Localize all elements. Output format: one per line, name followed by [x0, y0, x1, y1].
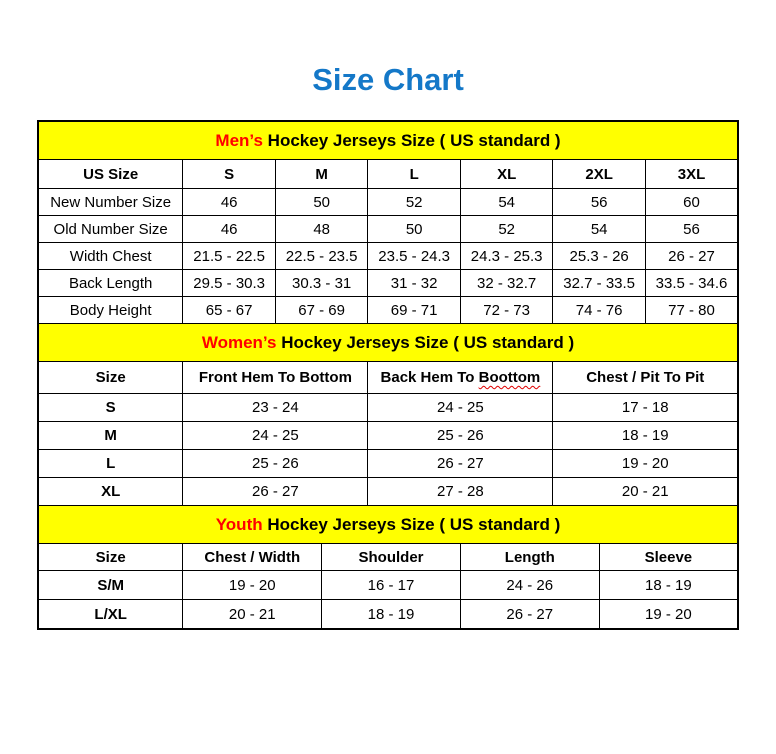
mens-cell: 56 — [553, 189, 646, 216]
mens-cell: 23.5 - 24.3 — [368, 243, 461, 270]
youth-row-lxl — [38, 600, 738, 630]
womens-row-xl — [38, 478, 738, 506]
youth-cell: 19 - 20 — [183, 571, 322, 600]
mens-row-label: Width Chest — [38, 243, 183, 270]
mens-cell: 32 - 32.7 — [460, 270, 553, 297]
mens-cell: 21.5 - 22.5 — [183, 243, 276, 270]
mens-cell: 52 — [460, 216, 553, 243]
mens-cell: 32.7 - 33.5 — [553, 270, 646, 297]
youth-col-header-chest-width: Chest / Width — [183, 544, 322, 571]
womens-section-header — [38, 324, 738, 362]
mens-cell: 52 — [368, 189, 461, 216]
mens-row-label: Old Number Size — [38, 216, 183, 243]
mens-cell: 22.5 - 23.5 — [275, 243, 368, 270]
youth-section-header — [38, 506, 738, 544]
mens-cell: 69 - 71 — [368, 297, 461, 324]
mens-col-header-xl: XL — [460, 160, 553, 189]
youth-col-header-size: Size — [38, 544, 183, 571]
mens-col-header-l: L — [368, 160, 461, 189]
mens-cell: 74 - 76 — [553, 297, 646, 324]
womens-col-header-front-hem: Front Hem To Bottom — [183, 362, 368, 394]
youth-col-header-length: Length — [460, 544, 599, 571]
mens-row-back-length — [38, 270, 738, 297]
womens-cell: 25 - 26 — [368, 422, 553, 450]
mens-cell: 54 — [460, 189, 553, 216]
womens-col-header-size: Size — [38, 362, 183, 394]
mens-col-header-s: S — [183, 160, 276, 189]
mens-col-header-3xl: 3XL — [645, 160, 738, 189]
mens-cell: 65 - 67 — [183, 297, 276, 324]
womens-back-hem-misspelled-word: Boottom — [478, 369, 541, 386]
youth-cell: 18 - 19 — [599, 571, 738, 600]
mens-section-title-rest: Hockey Jerseys Size ( US standard ) — [262, 130, 561, 150]
womens-row-l — [38, 450, 738, 478]
womens-row-label: S — [38, 394, 183, 422]
mens-cell: 25.3 - 26 — [553, 243, 646, 270]
womens-row-label: L — [38, 450, 183, 478]
mens-cell: 24.3 - 25.3 — [460, 243, 553, 270]
youth-row-label: L/XL — [38, 600, 183, 630]
mens-cell: 54 — [553, 216, 646, 243]
womens-section-title-rest: Hockey Jerseys Size ( US standard ) — [276, 332, 575, 352]
youth-col-header-sleeve: Sleeve — [599, 544, 738, 571]
mens-section-header — [38, 121, 738, 160]
youth-cell: 20 - 21 — [183, 600, 322, 630]
womens-cell: 20 - 21 — [553, 478, 738, 506]
womens-cell: 17 - 18 — [553, 394, 738, 422]
youth-cell: 16 - 17 — [322, 571, 461, 600]
youth-cell: 24 - 26 — [460, 571, 599, 600]
mens-section-title-highlight: Men’s — [215, 130, 263, 150]
mens-cell: 30.3 - 31 — [275, 270, 368, 297]
womens-cell: 26 - 27 — [183, 478, 368, 506]
youth-cell: 26 - 27 — [460, 600, 599, 630]
mens-row-old-number-size — [38, 216, 738, 243]
mens-cell: 77 - 80 — [645, 297, 738, 324]
size-chart-table — [37, 120, 739, 630]
mens-col-header-2xl: 2XL — [553, 160, 646, 189]
mens-col-header-us-size: US Size — [38, 160, 183, 189]
womens-row-label: M — [38, 422, 183, 450]
mens-cell: 26 - 27 — [645, 243, 738, 270]
mens-cell: 50 — [368, 216, 461, 243]
womens-cell: 18 - 19 — [553, 422, 738, 450]
womens-row-m — [38, 422, 738, 450]
mens-cell: 60 — [645, 189, 738, 216]
womens-section-title-highlight: Women’s — [201, 332, 277, 352]
womens-cell: 25 - 26 — [183, 450, 368, 478]
mens-section-header-row — [38, 121, 738, 160]
mens-row-label: Body Height — [38, 297, 183, 324]
womens-row-label: XL — [38, 478, 183, 506]
mens-cell: 31 - 32 — [368, 270, 461, 297]
youth-row-label: S/M — [38, 571, 183, 600]
mens-row-label: New Number Size — [38, 189, 183, 216]
youth-cell: 18 - 19 — [322, 600, 461, 630]
youth-section-title-rest: Hockey Jerseys Size ( US standard ) — [262, 514, 561, 534]
mens-cell: 50 — [275, 189, 368, 216]
mens-cell: 48 — [275, 216, 368, 243]
womens-section-header-row — [38, 324, 738, 362]
womens-cell: 24 - 25 — [183, 422, 368, 450]
mens-cell: 29.5 - 30.3 — [183, 270, 276, 297]
youth-col-header-shoulder: Shoulder — [322, 544, 461, 571]
mens-col-header-m: M — [275, 160, 368, 189]
youth-section-title-highlight: Youth — [215, 514, 263, 534]
womens-col-header-chest-pit: Chest / Pit To Pit — [553, 362, 738, 394]
womens-cell: 26 - 27 — [368, 450, 553, 478]
mens-row-body-height — [38, 297, 738, 324]
womens-cell: 24 - 25 — [368, 394, 553, 422]
youth-row-sm — [38, 571, 738, 600]
womens-row-s — [38, 394, 738, 422]
mens-row-width-chest — [38, 243, 738, 270]
mens-cell: 33.5 - 34.6 — [645, 270, 738, 297]
page — [0, 62, 776, 754]
mens-row-label: Back Length — [38, 270, 183, 297]
youth-column-header-row — [38, 544, 738, 571]
page-title: Size Chart — [312, 62, 464, 97]
mens-cell: 46 — [183, 189, 276, 216]
womens-back-hem-prefix: Back Hem To — [380, 369, 479, 386]
mens-cell: 56 — [645, 216, 738, 243]
womens-column-header-row — [38, 362, 738, 394]
mens-column-header-row — [38, 160, 738, 189]
womens-cell: 27 - 28 — [368, 478, 553, 506]
mens-cell: 72 - 73 — [460, 297, 553, 324]
mens-cell: 46 — [183, 216, 276, 243]
mens-row-new-number-size — [38, 189, 738, 216]
womens-col-header-back-hem — [368, 362, 553, 394]
womens-cell: 19 - 20 — [553, 450, 738, 478]
womens-cell: 23 - 24 — [183, 394, 368, 422]
youth-section-header-row — [38, 506, 738, 544]
youth-cell: 19 - 20 — [599, 600, 738, 630]
mens-cell: 67 - 69 — [275, 297, 368, 324]
